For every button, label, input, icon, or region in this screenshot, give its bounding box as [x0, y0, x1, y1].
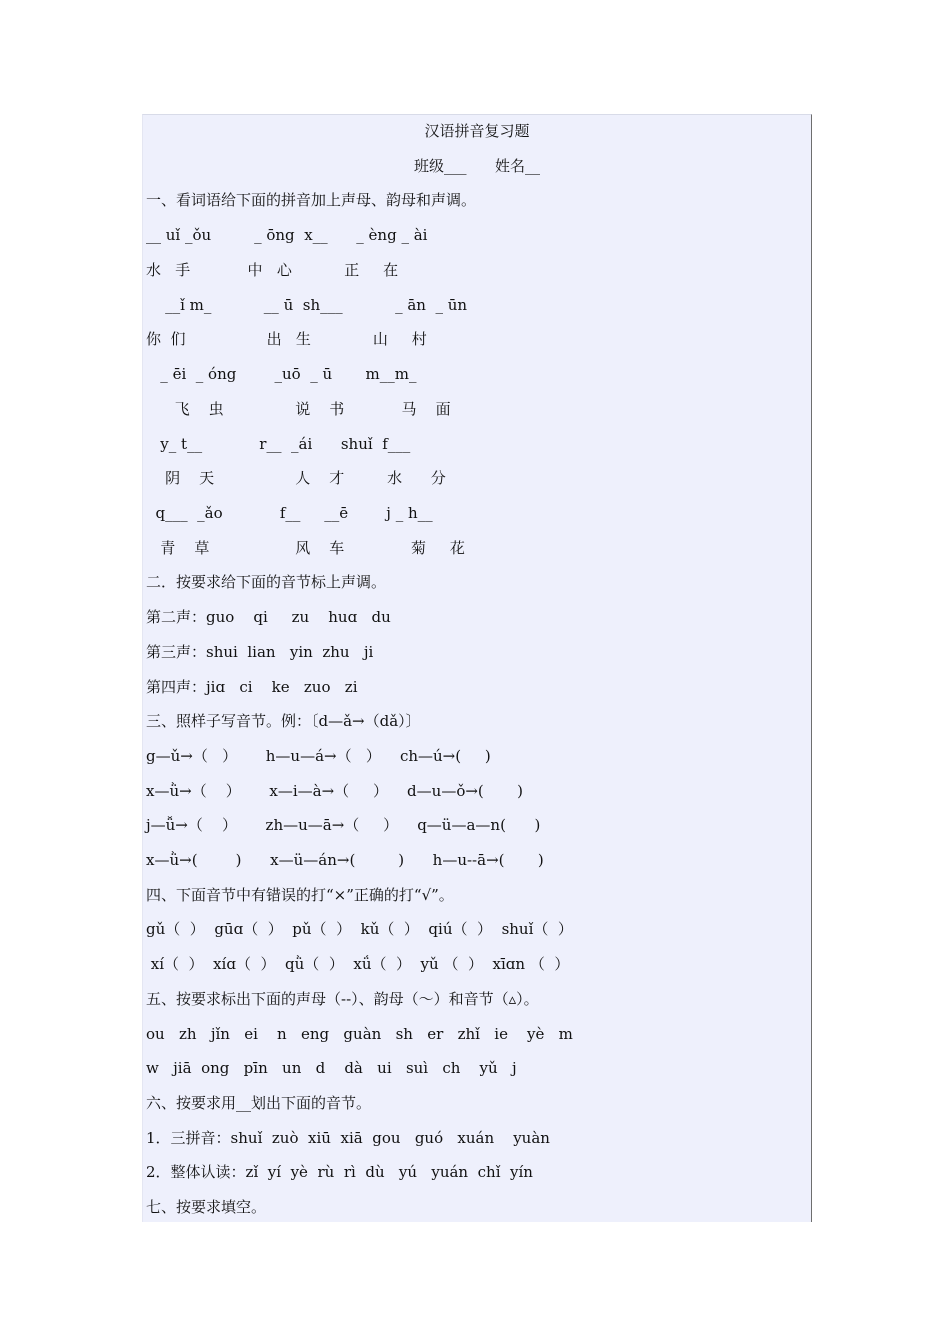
tone-row: 第三声：shui lian yin zhu ji [146, 643, 374, 661]
pinyin-row: __ǐ m_ __ ū sh___ _ ān _ ūn [146, 296, 468, 314]
syllable-row: w jiā ong pīn un d dà ui suì ch yǔ j [146, 1059, 517, 1077]
word-row: 阴 天 人 才 水 分 [146, 469, 446, 487]
word-row: 水 手 中 心 正 在 [146, 261, 399, 279]
pinyin-row: q___ _ǎo f__ __ē j _ h__ [146, 504, 433, 522]
page-title: 汉语拼音复习题 [424, 122, 530, 140]
section-5-heading: 五、按要求标出下面的声母（--）、韵母（～）和音节（▵）。 [146, 990, 539, 1008]
section-4-heading: 四、下面音节中有错误的打“×”正确的打“√”。 [146, 886, 454, 904]
class-name-line: 班级___ 姓名__ [413, 157, 541, 175]
section-2-heading: 二．按要求给下面的音节标上声调。 [146, 573, 387, 591]
worksheet-page [142, 114, 812, 1222]
spelling-row: j—ǚ→（ ） zh—u—ā→（ ） q—ü—a—n( ) [146, 816, 541, 834]
section-6-heading: 六、按要求用__划出下面的音节。 [146, 1094, 372, 1112]
word-row: 青 草 风 车 菊 花 [146, 539, 465, 557]
check-row: gǔ（ ） gūɑ（ ） pǔ（ ） kǔ（ ） qiú（ ） shuǐ（ ） [146, 920, 573, 938]
pinyin-row: __ uǐ _ǒu _ ōng x__ _ èng _ ài [146, 226, 428, 244]
word-row: 飞 虫 说 书 马 面 [146, 400, 451, 418]
syllable-row: 2．整体认读：zǐ yí yè rù rì dù yú yuán chǐ yín [146, 1163, 533, 1181]
syllable-row: ou zh jǐn ei n eng guàn sh er zhǐ ie yè m [146, 1025, 573, 1043]
spelling-row: g—ǔ→（ ） h—u—á→（ ） ch—ú→( ) [146, 747, 491, 765]
pinyin-row: y_ t__ r__ _ái shuǐ f___ [146, 435, 411, 453]
spelling-row: x—ǜ→( ) x—ü—án→( ) h—u--ā→( ) [146, 851, 544, 869]
word-row: 你 们 出 生 山 村 [146, 330, 427, 348]
tone-row: 第四声：jiɑ ci ke zuo zi [146, 678, 358, 696]
pinyin-row: _ ēi _ óng _uō _ ū m__m_ [146, 365, 417, 383]
syllable-row: 1．三拼音：shuǐ zuò xiū xiā gou guó xuán yuàn [146, 1129, 550, 1147]
tone-row: 第二声：guo qi zu huɑ du [146, 608, 391, 626]
section-1-heading: 一、看词语给下面的拼音加上声母、韵母和声调。 [146, 191, 477, 209]
check-row: xí（ ） xíɑ（ ） qǜ（ ） xǘ（ ） yǔ （ ） xīɑn （ ） [146, 955, 570, 973]
section-7-heading: 七、按要求填空。 [146, 1198, 267, 1216]
spelling-row: x—ǜ→（ ） x—i—à→（ ） d—u—ǒ→( ) [146, 782, 523, 800]
section-3-heading: 三、照样子写音节。例：〔d—ǎ→（dǎ）〕 [146, 712, 421, 730]
